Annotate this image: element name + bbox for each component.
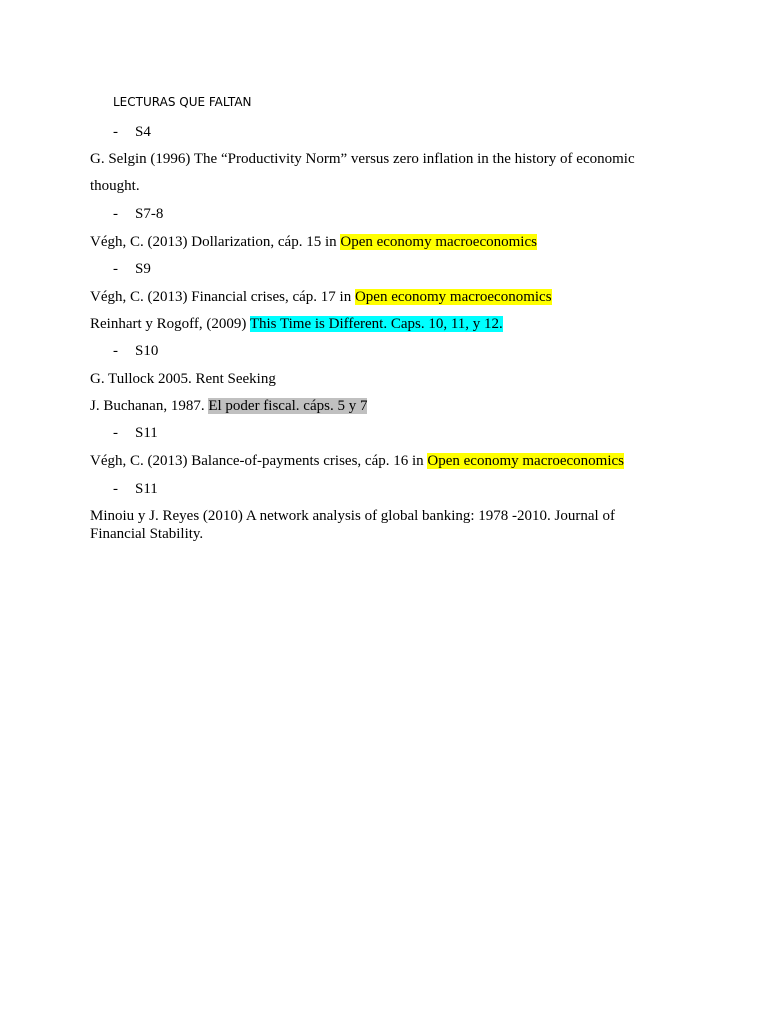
reference-selgin-line1: G. Selgin (1996) The “Productivity Norm” versus zero inflation in the history of economic <box>90 151 635 167</box>
section-label-s4: S4 <box>135 124 151 140</box>
highlighted-book-title: Open economy macroeconomics <box>354 289 552 305</box>
highlighted-book-title: Open economy macroeconomics <box>427 453 625 469</box>
reference-vegh-financial-crises <box>90 288 552 306</box>
reference-buchanan <box>90 397 367 415</box>
highlighted-book-title: Open economy macroeconomics <box>340 234 537 250</box>
section-label-s10: S10 <box>135 343 159 359</box>
reference-selgin-line2: thought. <box>90 178 140 194</box>
bullet-marker: - <box>113 343 118 359</box>
reference-tullock: G. Tullock 2005. Rent Seeking <box>90 371 276 387</box>
reference-text: J. Buchanan, 1987. <box>90 398 209 414</box>
bullet-marker: - <box>113 425 118 441</box>
reference-text: Végh, C. (2013) Financial crises, cáp. 17 in <box>90 289 355 305</box>
section-label-s11: S11 <box>135 425 158 441</box>
reference-minoiu-reyes: Minoiu y J. Reyes (2010) A network analysis of global banking: 1978 -2010. Journal of Financial Stability. <box>90 508 615 542</box>
highlighted-chapters: 5 y 7 <box>337 398 368 414</box>
reference-vegh-bop-crises <box>90 452 624 470</box>
highlighted-book-title: El poder fiscal. cáps. <box>208 398 338 414</box>
section-label-s9: S9 <box>135 261 151 277</box>
reference-text: Végh, C. (2013) Dollarization, cáp. 15 in <box>90 234 341 250</box>
reference-text: Reinhart y Rogoff, (2009) <box>90 316 250 332</box>
reference-reinhart-rogoff <box>90 315 503 333</box>
bullet-marker: - <box>113 481 118 497</box>
bullet-marker: - <box>113 206 118 222</box>
bullet-marker: - <box>113 261 118 277</box>
highlighted-book-title: This Time is Different. Caps. 10, 11, y 12. <box>249 316 503 332</box>
section-label-s7-8: S7-8 <box>135 206 164 222</box>
reference-vegh-dollarization <box>90 233 537 251</box>
section-label-s11-second: S11 <box>135 481 158 497</box>
bullet-marker: - <box>113 124 118 140</box>
document-heading: LECTURAS QUE FALTAN <box>113 95 252 109</box>
reference-text: Végh, C. (2013) Balance-of-payments crises, cáp. 16 in <box>90 453 428 469</box>
